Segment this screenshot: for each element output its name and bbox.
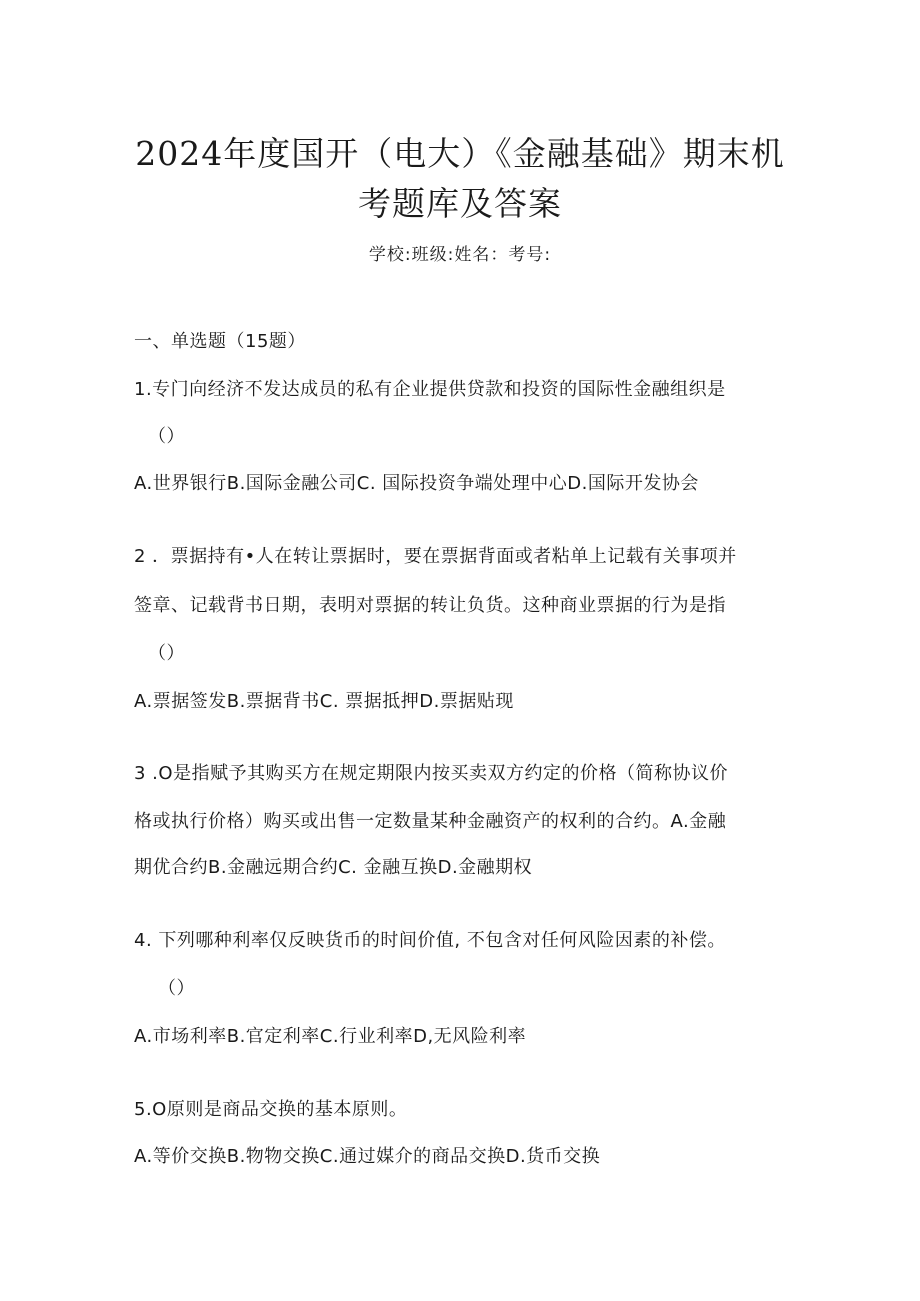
question-5-text: 5.O原则是商品交换的基本原则。 [134,1099,408,1120]
question-3-text-line-2: 格或执行价格）购买或出售一定数量某种金融资产的权利的合约。A.金融 [134,811,727,832]
question-1-options: A.世界银行B.国际金融公司C. 国际投资争端处理中心D.国际开发协会 [134,473,699,494]
question-3-text-line-1: 3 .O是指赋予其购买方在规定期限内按买卖双方约定的价格（简称协议价 [134,763,729,784]
question-4-options: A.市场利率B.官定利率C.行业利率D,无风险利率 [134,1026,527,1047]
question-1-paren: （） [148,426,185,447]
question-2-text-line-2: 签章、记载背书日期，表明对票据的转让负货。这种商业票据的行为是指 [134,595,726,616]
document-title-line-1: 2024年度国开（电大）《金融基础》期末机 [135,134,785,173]
student-info-line: 学校:班级:姓名：考号: [368,245,552,265]
section-heading: 一、单选题（15题） [134,331,306,352]
question-5-options: A.等价交换B.物物交换C.通过媒介的商品交换D.货币交换 [134,1146,601,1167]
question-3-text-line-3: 期优合约B.金融远期合约C. 金融互换D.金融期权 [134,857,533,878]
document-title-line-2: 考题库及答案 [358,184,562,223]
question-2-text-line-1: 2 ．票据持有•人在转让票据时，要在票据背面或者粘单上记载有关事项并 [134,546,737,567]
question-4-paren: （） [158,978,195,999]
question-1-text: 1.专门向经济不发达成员的私有企业提供贷款和投资的国际性金融组织是 [134,379,726,400]
question-2-paren: （） [148,643,185,664]
question-2-options: A.票据签发B.票据背书C. 票据抵押D.票据贴现 [134,691,514,712]
question-4-text: 4. 下列哪种利率仅反映货币的时间价值, 不包含对任何风险因素的补偿。 [134,930,726,951]
